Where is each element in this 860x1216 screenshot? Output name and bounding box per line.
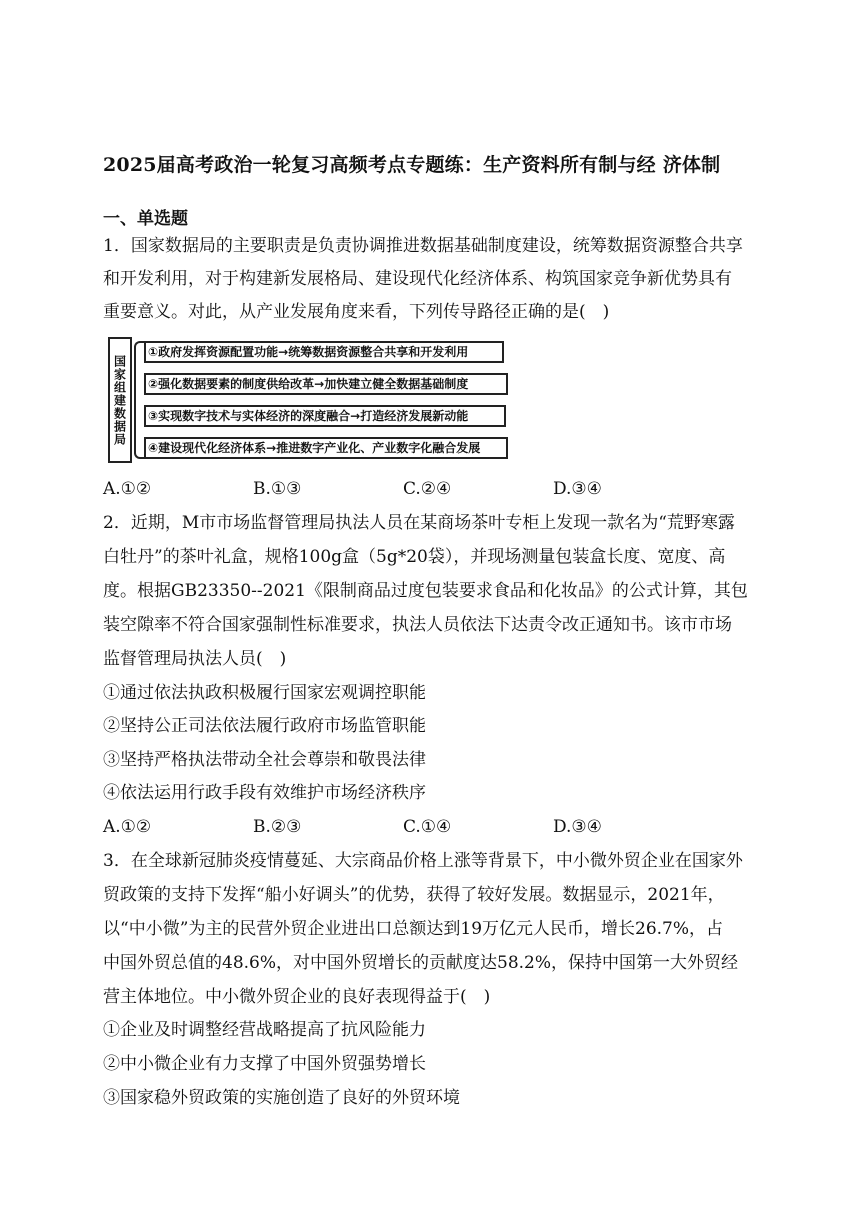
q2-options [103,816,703,838]
q1-option-d: D.③④ [553,479,602,499]
q2-item-1: ①通过依法执政积极履行国家宏观调控职能 [103,683,426,703]
diagram-side-label: 国家组建数据局 [108,337,132,463]
diagram-brace [134,341,144,459]
q3-line-2: 贸政策的支持下发挥“船小好调头”的优势，获得了较好发展。数据显示，2021年， [103,885,725,905]
diagram-box-2: ②强化数据要素的制度供给改革→加快建立健全数据基础制度 [144,373,508,395]
q1-option-c: C.②④ [403,479,452,499]
q2-item-4: ④依法运用行政手段有效维护市场经济秩序 [103,783,426,803]
diagram-box-3: ③实现数字技术与实体经济的深度融合→打造经济发展新动能 [144,405,506,427]
q1-line-3: 重要意义。对此，从产业发展角度来看，下列传导路径正确的是( ) [103,302,610,322]
q3-line-5: 营主体地位。中小微外贸企业的良好表现得益于( ) [103,987,491,1007]
q2-line-4: 装空隙率不符合国家强制性标准要求，执法人员依法下达责令改正通知书。该市市场 [103,615,732,635]
q3-item-2: ②中小微企业有力支撑了中国外贸强势增长 [103,1054,426,1074]
q2-item-2: ②坚持公正司法依法履行政府市场监管职能 [103,716,426,736]
q2-option-b: B.②③ [253,817,302,837]
q1-option-b: B.①③ [253,479,302,499]
section-heading: 一、单选题 [103,209,188,229]
q2-option-d: D.③④ [553,817,602,837]
q1-option-a: A.①② [103,479,152,499]
diagram-box-1: ①政府发挥资源配置功能→统筹数据资源整合共享和开发利用 [144,341,504,363]
document-title: 2025届高考政治一轮复习高频考点专题练：生产资料所有制与经 济体制 [103,154,721,176]
q2-item-3: ③坚持严格执法带动全社会尊崇和敬畏法律 [103,750,426,770]
q3-line-3: 以“中小微”为主的民营外贸企业进出口总额达到19万亿元人民币，增长26.7%，占 [103,919,724,939]
q2-option-c: C.①④ [403,817,452,837]
diagram-box-4: ④建设现代化经济体系→推进数字产业化、产业数字化融合发展 [144,437,508,459]
q1-options [103,478,703,500]
q3-item-3: ③国家稳外贸政策的实施创造了良好的外贸环境 [103,1088,460,1108]
q2-line-2: 白牡丹”的茶叶礼盒，规格100g盒（5g*20袋），并现场测量包装盒长度、宽度、高 [103,547,726,567]
q3-line-1: 3．在全球新冠肺炎疫情蔓延、大宗商品价格上涨等背景下，中小微外贸企业在国家外 [103,851,743,871]
q2-line-3: 度。根据GB23350--2021《限制商品过度包装要求食品和化妆品》的公式计算，其包 [103,581,748,601]
q1-line-1: 1．国家数据局的主要职责是负责协调推进数据基础制度建设，统筹数据资源整合共享 [103,236,743,256]
q2-line-5: 监督管理局执法人员( ) [103,649,287,669]
q3-line-4: 中国外贸总值的48.6%，对中国外贸增长的贡献度达58.2%，保持中国第一大外贸经 [103,953,739,973]
q1-line-2: 和开发利用，对于构建新发展格局、建设现代化经济体系、构筑国家竞争新优势具有 [103,269,732,289]
q2-option-a: A.①② [103,817,152,837]
q2-line-1: 2．近期，M市市场监督管理局执法人员在某商场茶叶专柜上发现一款名为“荒野寒露 [103,513,735,533]
q1-diagram [108,337,508,465]
q3-item-1: ①企业及时调整经营战略提高了抗风险能力 [103,1020,426,1040]
